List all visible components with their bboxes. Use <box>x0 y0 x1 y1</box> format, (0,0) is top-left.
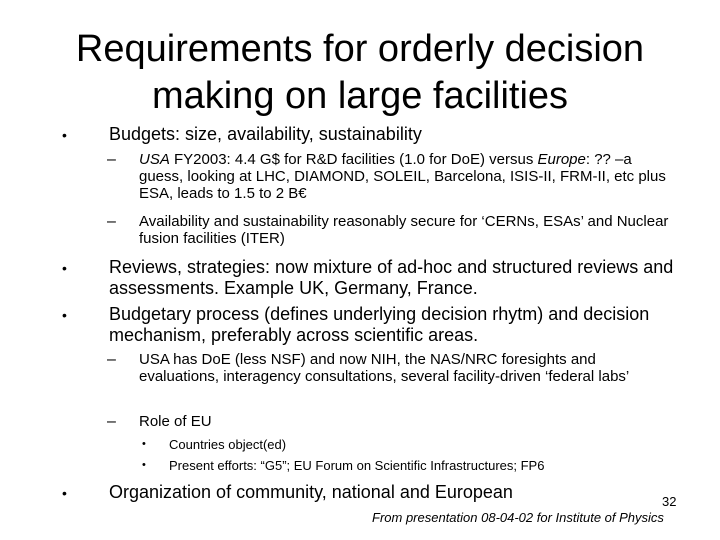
sub-bullet-text: Role of EU <box>139 413 212 430</box>
bullet-marker: • <box>62 260 67 276</box>
footer-credit: From presentation 08-04-02 for Institute of Physics <box>372 510 664 525</box>
europe-budget-text: : ?? –a guess, looking at LHC, DIAMOND, SOLEIL, Barcelona, ISIS-II, FRM-II, etc plus ESA, leads to 1.5 to 2 B€ <box>139 151 666 202</box>
sub-sub-bullet-text: Countries object(ed) <box>169 437 287 452</box>
bullet-text: Budgets: size, availability, sustainability <box>109 124 422 144</box>
sub-bullet-text <box>139 151 679 202</box>
bullet-text: Reviews, strategies: now mixture of ad-hoc and structured reviews and assessments. Example UK, Germany, France. <box>109 257 674 298</box>
bullet-text: Budgetary process (defines underlying decision rhytm) and decision mechanism, preferably across scientific areas. <box>109 304 650 345</box>
bullet-marker: • <box>62 127 67 143</box>
dash-marker: – <box>107 351 116 368</box>
usa-label: USA <box>139 151 170 168</box>
europe-label: Europe <box>537 151 586 168</box>
sub-sub-bullet-text: Present efforts: “G5”; EU Forum on Scientific Infrastructures; FP6 <box>169 458 545 473</box>
slide-title <box>0 26 720 120</box>
bullet-text: Organization of community, national and European <box>109 482 513 502</box>
dash-marker: – <box>107 413 116 430</box>
bullet-marker: • <box>62 307 67 323</box>
sub-bullet-text: Availability and sustainability reasonably secure for ‘CERNs, ESAs’ and Nuclear fusion facilities (ITER) <box>139 213 669 247</box>
sub-bullet-text: USA has DoE (less NSF) and now NIH, the NAS/NRC foresights and evaluations, interagency consultations, several facility-driven ‘federal labs’ <box>139 351 630 385</box>
bullet-marker: • <box>142 459 146 471</box>
dash-marker: – <box>107 151 116 168</box>
bullet-marker: • <box>142 438 146 450</box>
title-line-2: making on large facilities <box>151 75 569 117</box>
usa-budget-text: FY2003: 4.4 G$ for R&D facilities (1.0 for DoE) versus <box>169 151 534 168</box>
title-line-1: Requirements for orderly decision <box>75 28 645 70</box>
bullet-marker: • <box>62 485 67 501</box>
dash-marker: – <box>107 213 116 230</box>
slide-number: 32 <box>662 494 677 509</box>
